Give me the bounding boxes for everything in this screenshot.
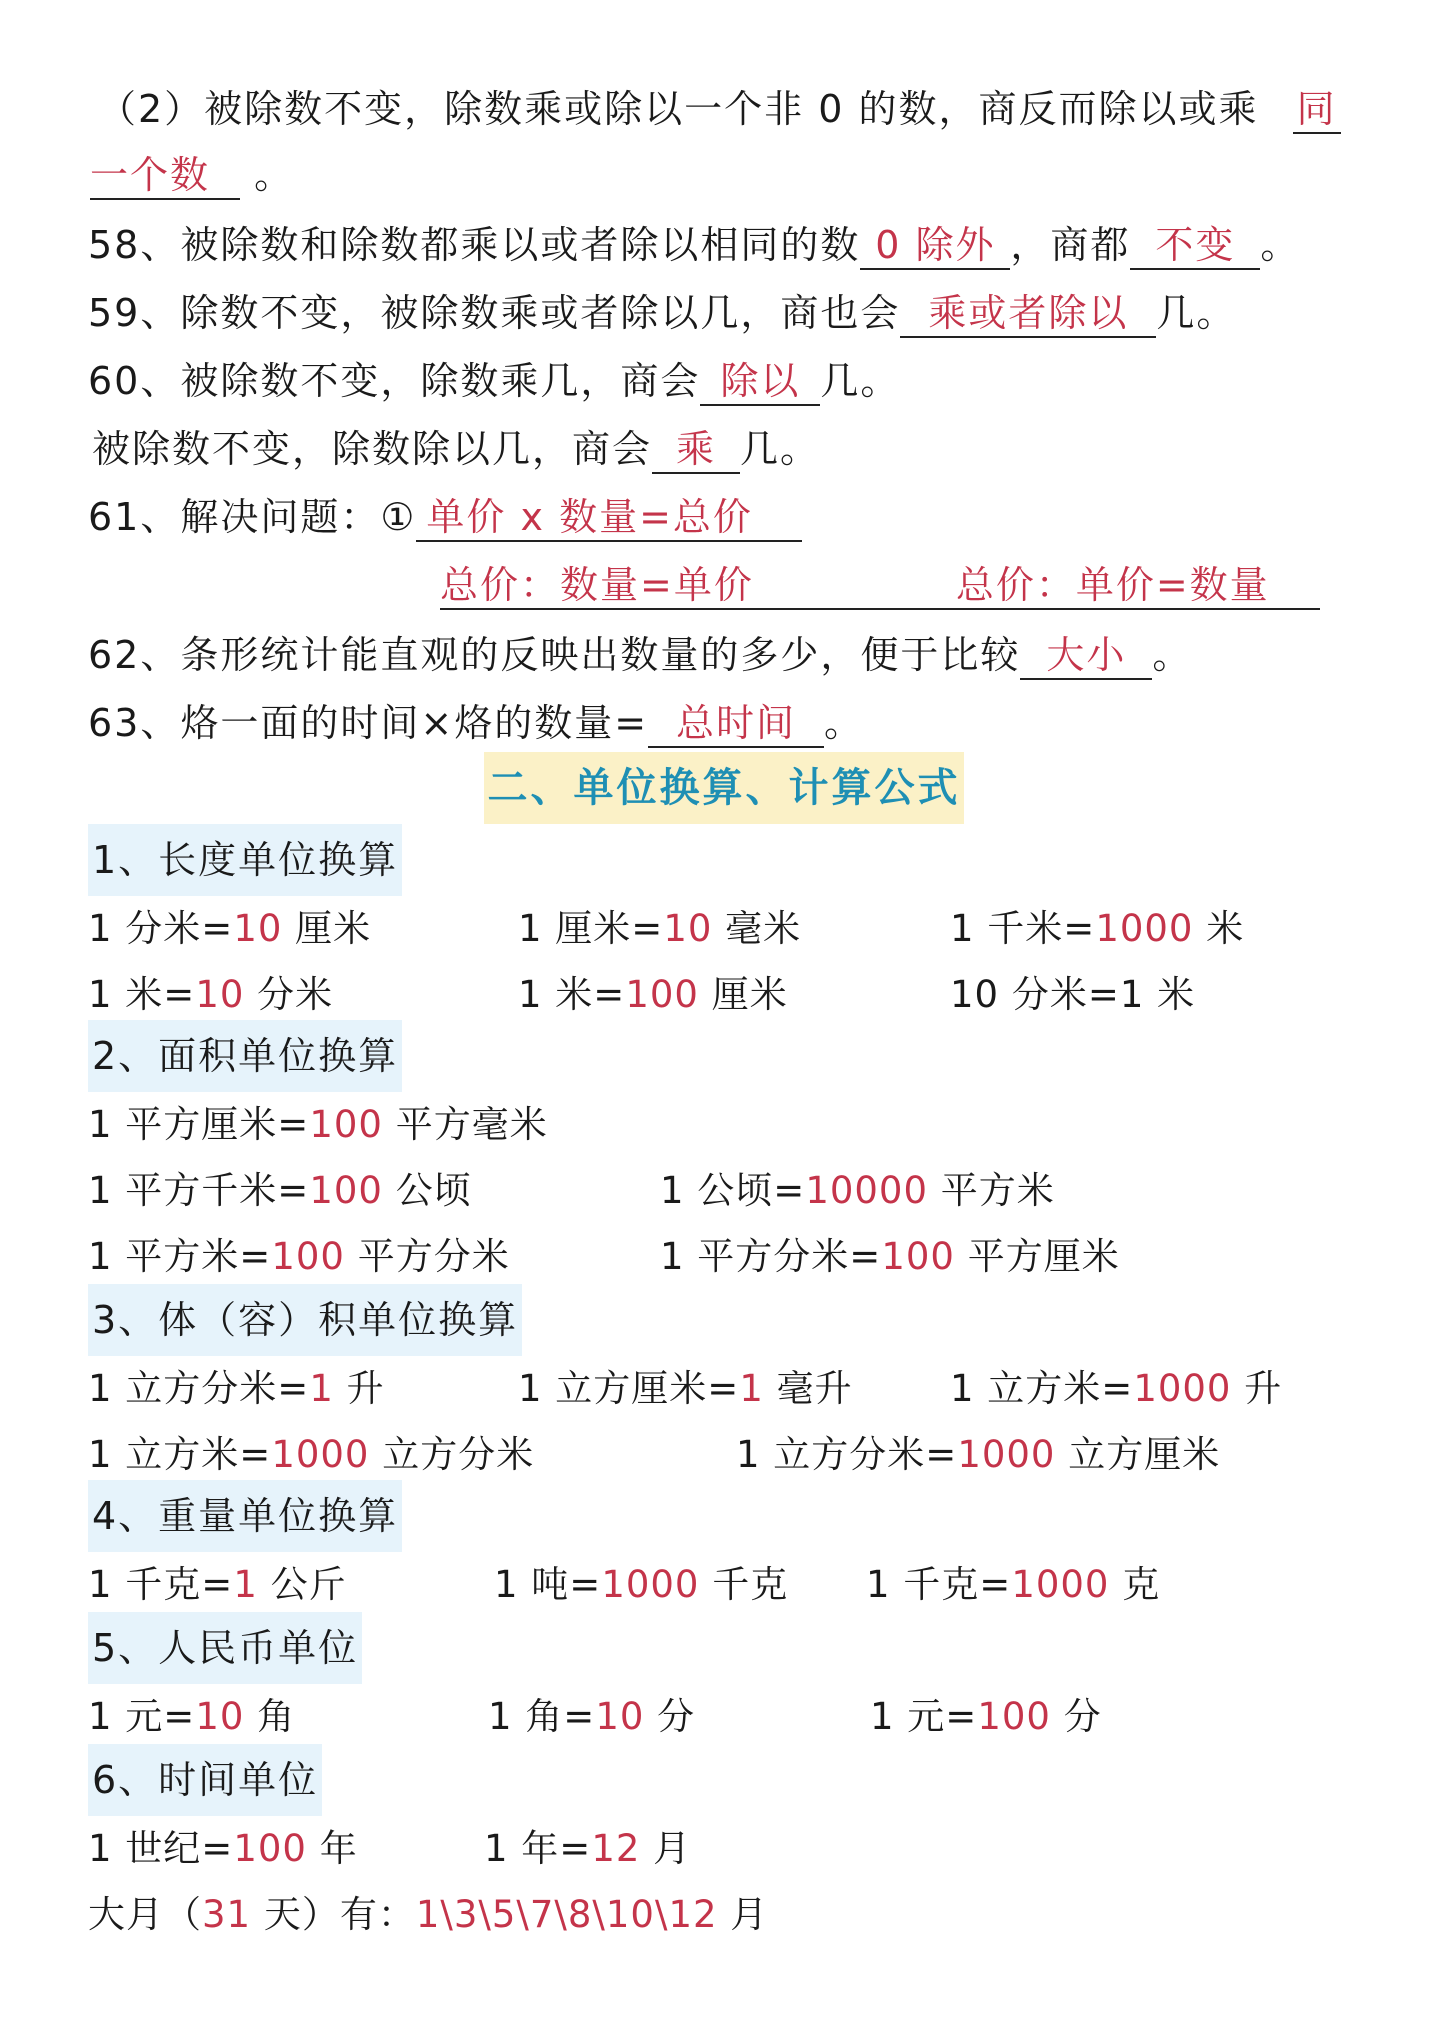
conversion-item: 1 千米=1000 米 (950, 907, 1245, 950)
heading-volume: 3、体（容）积单位换算 (88, 1284, 522, 1356)
conversion-item: 1 公顷=10000 平方米 (660, 1169, 1055, 1212)
answer-blank: 一个数 (90, 152, 240, 200)
big-month-line: 大月（31 天）有：1\3\5\7\8\10\12 月 (88, 1893, 769, 1936)
rule-2-line1: （2）被除数不变，除数乘或除以一个非 0 的数，商反而除以或乘 同 (98, 84, 1341, 134)
answer-blank: 不变 (1130, 222, 1260, 270)
heading-length: 1、长度单位换算 (88, 824, 402, 896)
conversion-item: 1 厘米=10 毫米 (518, 907, 802, 950)
answer-blank: 除以 (700, 358, 820, 406)
heading-weight: 4、重量单位换算 (88, 1480, 402, 1552)
conversion-item: 1 元=10 角 (88, 1695, 296, 1738)
answer-blank: 大小 (1020, 632, 1152, 680)
rule-61: 61、解决问题：① 单价 x 数量=总价 (88, 492, 802, 542)
conversion-item: 1 立方米=1000 立方分米 (88, 1433, 535, 1476)
conversion-item: 1 立方米=1000 升 (950, 1367, 1283, 1410)
conversion-item: 1 立方厘米=1 毫升 (518, 1367, 853, 1410)
answer-blank: 0 除外 (860, 222, 1010, 270)
rule-2-line2: 一个数 。 (90, 150, 294, 200)
heading-area: 2、面积单位换算 (88, 1020, 402, 1092)
answer-blank: 乘 (652, 426, 740, 474)
answer-blank: 单价 x 数量=总价 (416, 494, 802, 542)
conversion-item: 1 米=100 厘米 (518, 973, 788, 1016)
conversion-item: 1 平方厘米=100 平方毫米 (88, 1103, 548, 1146)
conversion-item: 1 千克=1 公斤 (88, 1563, 347, 1606)
conversion-item: 1 立方分米=1 升 (88, 1367, 385, 1410)
section-title: 二、单位换算、计算公式 (484, 752, 964, 824)
rule-62: 62、条形统计能直观的反映出数量的多少，便于比较 大小 。 (88, 630, 1192, 680)
conversion-item: 1 平方米=100 平方分米 (88, 1235, 510, 1278)
rule-63: 63、烙一面的时间×烙的数量= 总时间 。 (88, 698, 864, 748)
answer-blank: 总价：数量=单价 总价：单价=数量 (440, 562, 1320, 610)
answer-blank: 总时间 (648, 700, 824, 748)
conversion-item: 1 千克=1000 克 (866, 1563, 1161, 1606)
rule-61-line2 (440, 560, 1320, 610)
conversion-item: 1 米=10 分米 (88, 973, 334, 1016)
answer-blank: 乘或者除以 (900, 290, 1156, 338)
rule-58: 58、被除数和除数都乘以或者除以相同的数 0 除外 ，商都 不变 。 (88, 220, 1300, 270)
conversion-item: 1 平方分米=100 平方厘米 (660, 1235, 1120, 1278)
conversion-item: 1 角=10 分 (488, 1695, 696, 1738)
conversion-item: 1 世纪=100 年 (88, 1827, 358, 1870)
conversion-item: 1 吨=1000 千克 (494, 1563, 789, 1606)
conversion-item: 1 平方千米=100 公顷 (88, 1169, 472, 1212)
conversion-item: 1 元=100 分 (870, 1695, 1102, 1738)
conversion-item: 1 立方分米=1000 立方厘米 (736, 1433, 1221, 1476)
conversion-item: 1 分米=10 厘米 (88, 907, 372, 950)
conversion-item: 10 分米=1 米 (950, 973, 1196, 1016)
answer-blank: 同 (1293, 86, 1341, 134)
rule-59: 59、除数不变，被除数乘或者除以几，商也会 乘或者除以 几。 (88, 288, 1236, 338)
rule-60: 60、被除数不变，除数乘几，商会 除以 几。 (88, 356, 900, 406)
conversion-item: 1 年=12 月 (484, 1827, 692, 1870)
heading-time: 6、时间单位 (88, 1744, 322, 1816)
rule-60b: 被除数不变，除数除以几，商会 乘 几。 (92, 424, 820, 474)
heading-money: 5、人民币单位 (88, 1612, 362, 1684)
